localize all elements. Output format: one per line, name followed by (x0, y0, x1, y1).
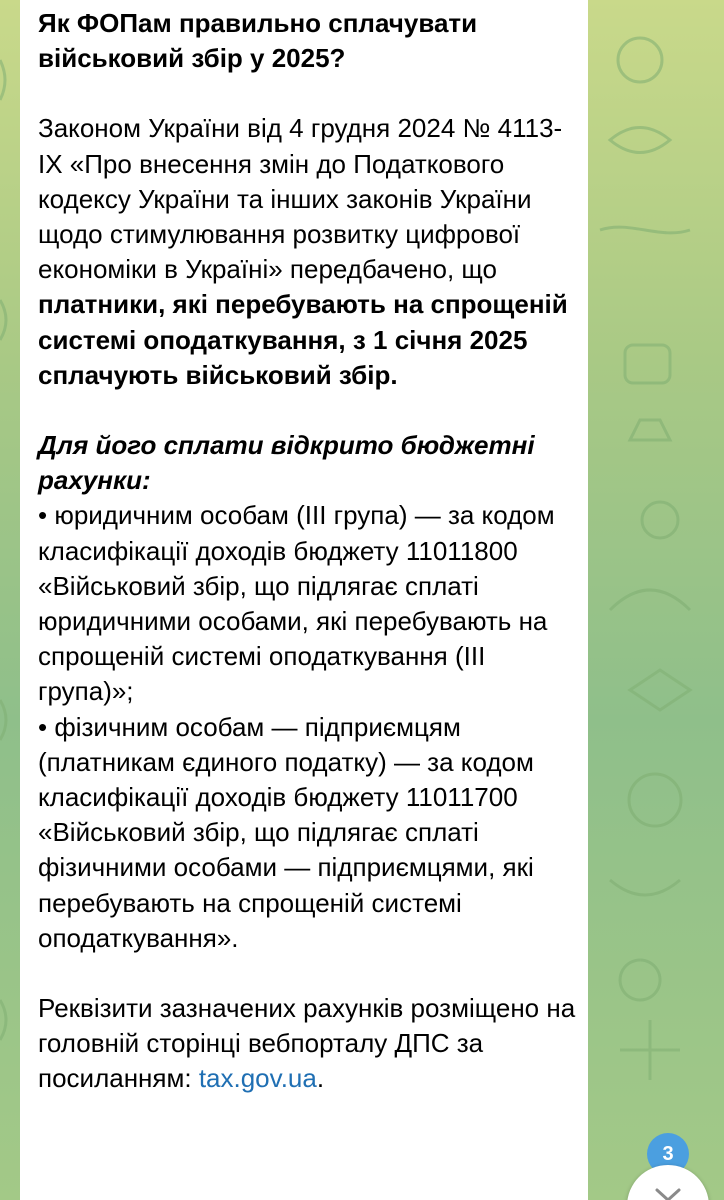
list-item-individual-entrepreneurs: • фізичним особам — підприємцям (платникам єдиного податку) — за кодом класифікації доходів бюджету 11011700 «Військовий збір, що підлягає сплаті фізичними особами — підприємцями, які перебувають на спрощеній системі оподаткування». (38, 711, 534, 953)
chevron-down-icon (654, 1187, 682, 1200)
spacer (38, 393, 588, 428)
list-item-legal-entities: • юридичним особам (III група) — за кодом класифікації доходів бюджету 11011800 «Військовий збір, що підлягає сплаті юридичними особами, які перебувають на спрощеній системі оподаткування (III група)»; (38, 500, 555, 707)
footer-text: Реквізити зазначених рахунків розміщено на головній сторінці вебпорталу ДПС за посиланням: (38, 993, 576, 1094)
intro-text: Законом України від 4 грудня 2024 № 4113-IX «Про внесення змін до Податкового кодексу України та інших законів України щодо стимулювання розвитку цифрової економіки в Україні» передбачено, що (38, 113, 563, 285)
spacer (38, 956, 588, 991)
message-title: Як ФОПам правильно сплачувати військовий збір у 2025? (38, 8, 478, 74)
unread-count-badge[interactable]: 3 (647, 1133, 689, 1175)
footer-end: . (316, 1063, 325, 1094)
accounts-heading: Для його сплати відкрито бюджетні рахунки: (38, 430, 535, 496)
spacer (38, 76, 588, 111)
message-bubble (20, 0, 588, 1200)
message-footer (38, 991, 578, 1097)
tax-portal-link[interactable]: tax.gov.ua (198, 1063, 317, 1094)
intro-bold-text: платники, які перебувають на спрощеній системі оподаткування, з 1 січня 2025 сплачують військовий збір. (38, 289, 568, 390)
message-intro (38, 111, 578, 393)
